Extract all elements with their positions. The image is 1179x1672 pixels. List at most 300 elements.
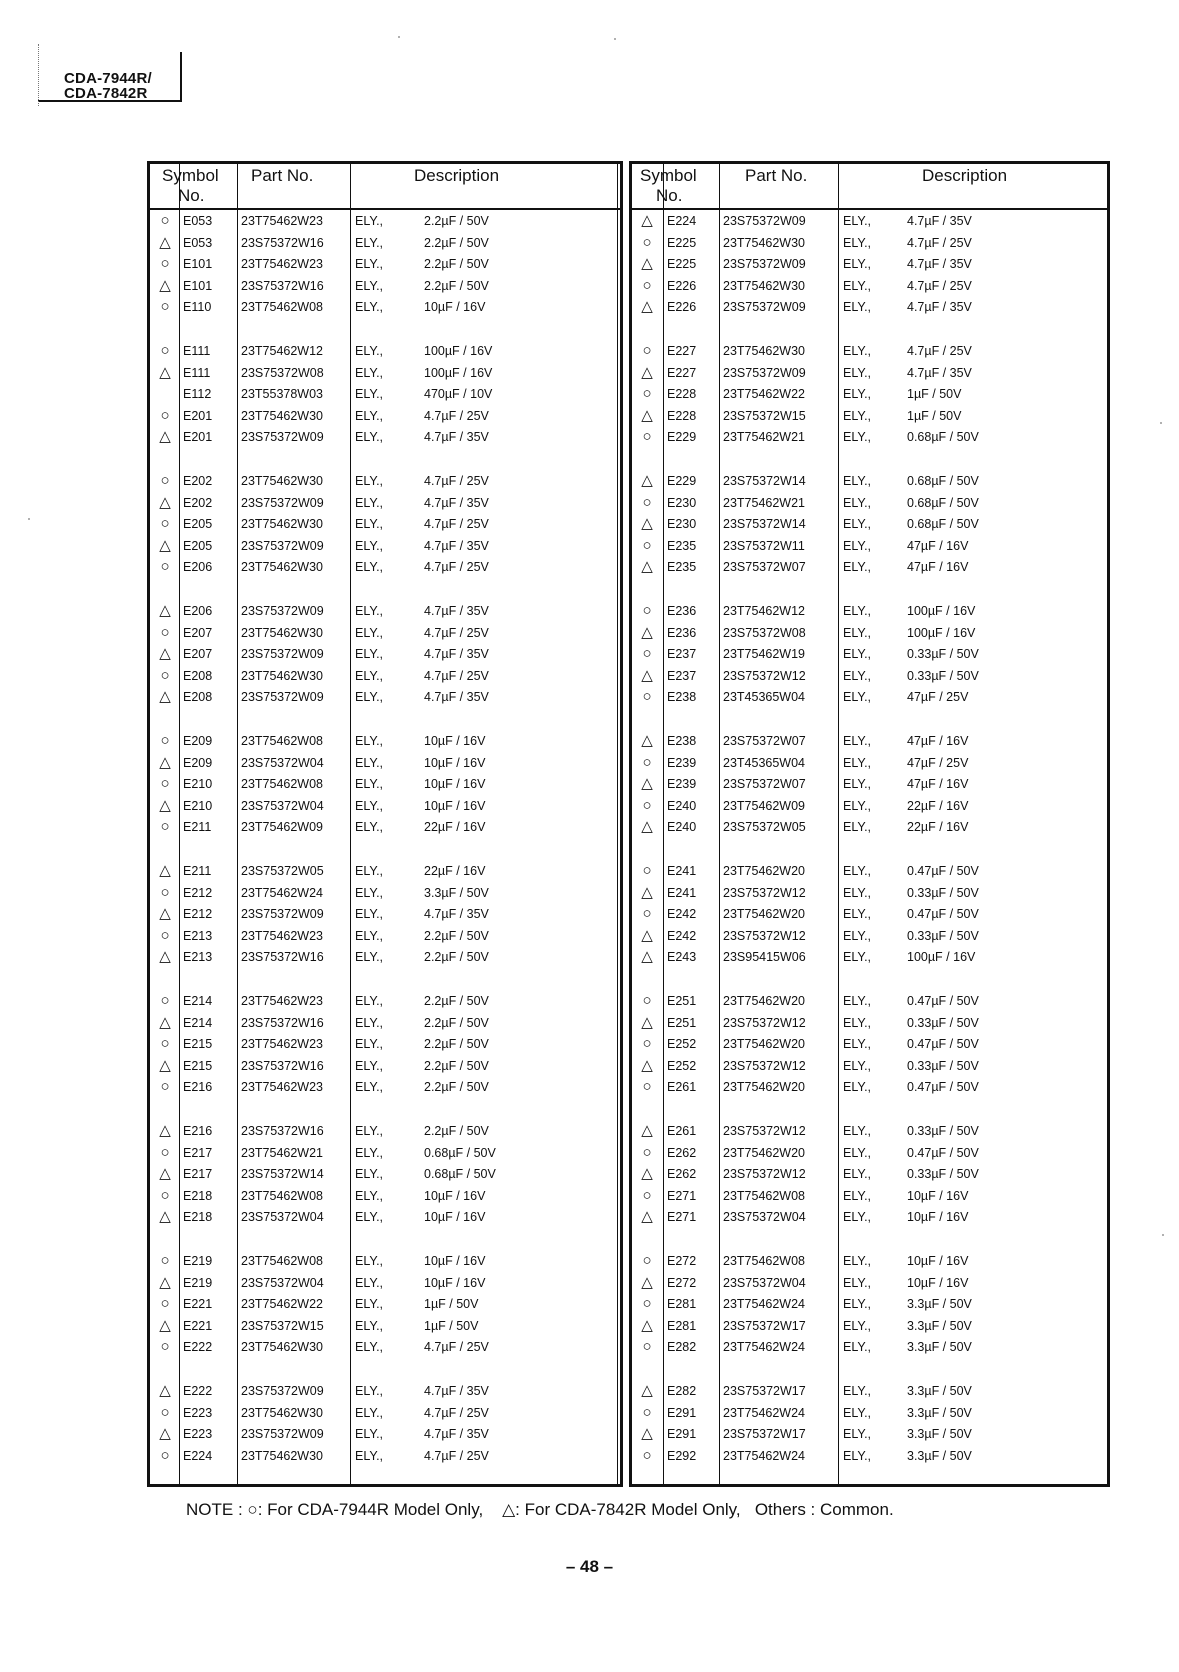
symbol-no: E053 — [183, 235, 213, 250]
part-no: 23T75462W22 — [241, 1297, 324, 1312]
description-type: ELY., — [843, 344, 872, 358]
description-type: ELY., — [843, 928, 872, 943]
table-row — [632, 492, 1107, 514]
description-value: 47µF / 16V — [907, 777, 969, 792]
description-value: 4.7µF / 35V — [424, 538, 489, 553]
model-line-1: CDA-7944R/ — [64, 70, 152, 87]
description-type: ELY., — [355, 430, 384, 445]
symbol-no: E272 — [667, 1254, 697, 1268]
symbol-no: E243 — [667, 950, 697, 965]
description-value: 0.47µF / 50V — [907, 1080, 979, 1095]
circle-marker-icon: ○ — [160, 406, 170, 424]
part-no: 23S75372W12 — [723, 668, 806, 683]
description-type: ELY., — [843, 1297, 872, 1312]
triangle-marker-icon: △ — [641, 1425, 653, 1443]
circle-marker-icon: ○ — [642, 796, 652, 814]
triangle-marker-icon: △ — [159, 1273, 171, 1291]
triangle-marker-icon: △ — [641, 1382, 653, 1399]
symbol-no: E261 — [667, 1080, 697, 1095]
circle-marker-icon: ○ — [160, 1338, 170, 1356]
description-value: 4.7µF / 25V — [424, 668, 489, 683]
description-type: ELY., — [355, 344, 384, 358]
table-row — [150, 1272, 620, 1294]
triangle-marker-icon: △ — [159, 796, 171, 814]
table-row — [632, 730, 1107, 752]
table-header — [150, 164, 620, 210]
description-value: 0.33µF / 50V — [907, 1167, 979, 1182]
symbol-no: E225 — [667, 235, 697, 250]
header-symbol: Symbol — [640, 166, 697, 185]
table-row — [632, 665, 1107, 687]
circle-marker-icon: ○ — [642, 1252, 652, 1269]
part-no: 23T75462W30 — [723, 235, 806, 250]
circle-marker-icon: ○ — [642, 1035, 652, 1053]
table-row — [150, 773, 620, 795]
symbol-no: E213 — [183, 928, 213, 943]
part-no: 23T75462W30 — [241, 1448, 324, 1463]
part-no: 23T75462W20 — [723, 907, 806, 922]
table-row — [150, 1120, 620, 1142]
symbol-no: E207 — [183, 625, 213, 640]
triangle-marker-icon: △ — [159, 1056, 171, 1074]
description-value: 2.2µF / 50V — [424, 1037, 489, 1052]
circle-marker-icon: ○ — [160, 666, 170, 684]
part-no: 23S75372W09 — [723, 257, 806, 272]
description-type: ELY., — [355, 1427, 384, 1442]
circle-marker-icon: ○ — [160, 342, 170, 359]
description-value: 10µF / 16V — [424, 1210, 486, 1225]
part-no: 23S75372W07 — [723, 777, 806, 792]
symbol-no: E216 — [183, 1124, 213, 1138]
part-no: 23T75462W23 — [241, 994, 324, 1008]
description-value: 4.7µF / 25V — [424, 474, 489, 488]
scan-speck — [1160, 422, 1162, 424]
description-type: ELY., — [843, 1015, 872, 1030]
part-no: 23T55378W03 — [241, 387, 324, 402]
description-value: 10µF / 16V — [424, 1188, 486, 1203]
circle-marker-icon: ○ — [642, 602, 652, 619]
description-value: 47µF / 16V — [907, 734, 969, 748]
table-row — [150, 903, 620, 925]
table-row — [150, 752, 620, 774]
description-type: ELY., — [843, 625, 872, 640]
symbol-no: E205 — [183, 517, 213, 532]
description-type: ELY., — [843, 1210, 872, 1225]
table-row — [150, 1206, 620, 1228]
symbol-no: E238 — [667, 690, 697, 705]
symbol-no: E208 — [183, 690, 213, 705]
part-no: 23S75372W12 — [723, 885, 806, 900]
table-row — [150, 600, 620, 622]
table-row — [632, 860, 1107, 882]
table-row — [150, 1445, 620, 1467]
part-no: 23S75372W12 — [723, 1015, 806, 1030]
part-no: 23T75462W12 — [723, 604, 806, 618]
part-no: 23T75462W30 — [241, 1340, 324, 1355]
table-row — [150, 253, 620, 275]
description-type: ELY., — [355, 1448, 384, 1463]
symbol-no: E281 — [667, 1318, 697, 1333]
description-value: 0.33µF / 50V — [907, 1015, 979, 1030]
symbol-no: E224 — [183, 1448, 213, 1463]
description-type: ELY., — [355, 278, 384, 293]
description-type: ELY., — [355, 214, 384, 228]
description-value: 4.7µF / 25V — [424, 560, 489, 575]
description-type: ELY., — [843, 1254, 872, 1268]
part-no: 23S75372W09 — [241, 604, 324, 618]
triangle-marker-icon: △ — [159, 602, 171, 619]
description-value: 4.7µF / 35V — [424, 907, 489, 922]
symbol-no: E242 — [667, 928, 697, 943]
circle-marker-icon: ○ — [160, 1446, 170, 1464]
part-no: 23T75462W23 — [241, 1080, 324, 1095]
description-type: ELY., — [355, 647, 384, 662]
description-type: ELY., — [355, 950, 384, 965]
description-value: 2.2µF / 50V — [424, 235, 489, 250]
triangle-marker-icon: △ — [641, 298, 653, 316]
table-row — [632, 362, 1107, 384]
description-type: ELY., — [843, 1275, 872, 1290]
circle-marker-icon: ○ — [642, 428, 652, 446]
description-type: ELY., — [843, 734, 872, 748]
part-no: 23T75462W08 — [241, 777, 324, 792]
description-type: ELY., — [843, 1340, 872, 1355]
symbol-no: E237 — [667, 668, 697, 683]
description-value: 100µF / 16V — [907, 604, 976, 618]
symbol-no: E291 — [667, 1405, 697, 1420]
part-no: 23S75372W09 — [241, 1384, 324, 1398]
part-no: 23S75372W11 — [723, 538, 805, 553]
description-value: 10µF / 16V — [424, 777, 486, 792]
description-value: 0.68µF / 50V — [424, 1145, 496, 1160]
part-no: 23S75372W16 — [241, 1015, 324, 1030]
symbol-no: E216 — [183, 1080, 213, 1095]
table-row — [150, 1185, 620, 1207]
part-no: 23T45365W04 — [723, 755, 806, 770]
part-no: 23S75372W04 — [241, 755, 324, 770]
triangle-marker-icon: △ — [641, 1122, 653, 1139]
table-row — [632, 1315, 1107, 1337]
part-no: 23S75372W16 — [241, 278, 324, 293]
part-no: 23T75462W21 — [723, 495, 806, 510]
description-value: 22µF / 16V — [907, 820, 969, 835]
description-value: 0.47µF / 50V — [907, 1145, 979, 1160]
note-circle-text: : For CDA-7944R Model Only, — [257, 1500, 484, 1519]
table-row — [632, 1206, 1107, 1228]
description-type: ELY., — [355, 1080, 384, 1095]
description-value: 0.33µF / 50V — [907, 928, 979, 943]
part-no: 23T75462W09 — [241, 820, 324, 835]
symbol-no: E053 — [183, 214, 213, 228]
part-no: 23S75372W04 — [241, 798, 324, 813]
symbol-no: E239 — [667, 755, 697, 770]
description-type: ELY., — [355, 690, 384, 705]
symbol-no: E242 — [667, 907, 697, 922]
symbol-no: E202 — [183, 474, 213, 488]
description-value: 10µF / 16V — [907, 1254, 969, 1268]
symbol-no: E205 — [183, 538, 213, 553]
part-no: 23S75372W16 — [241, 235, 324, 250]
triangle-marker-icon: △ — [641, 948, 653, 966]
table-row — [150, 362, 620, 384]
table-row — [150, 990, 620, 1012]
triangle-marker-icon: △ — [641, 212, 653, 229]
description-value: 0.47µF / 50V — [907, 864, 979, 878]
table-row — [632, 1142, 1107, 1164]
description-value: 3.3µF / 50V — [907, 1448, 972, 1463]
part-no: 23T75462W30 — [723, 344, 806, 358]
description-type: ELY., — [355, 235, 384, 250]
triangle-marker-icon: △ — [159, 1208, 171, 1226]
symbol-no: E228 — [667, 408, 697, 423]
symbol-no: E218 — [183, 1210, 213, 1225]
triangle-marker-icon: △ — [641, 363, 653, 381]
description-value: 3.3µF / 50V — [424, 885, 489, 900]
circle-marker-icon: ○ — [642, 342, 652, 359]
table-row — [150, 535, 620, 557]
margin-tick — [38, 44, 40, 106]
description-value: 4.7µF / 25V — [907, 235, 972, 250]
part-no: 23T75462W20 — [723, 994, 806, 1008]
table-row — [150, 470, 620, 492]
part-no: 23S75372W12 — [723, 1124, 806, 1138]
part-no: 23T75462W23 — [241, 1037, 324, 1052]
part-no: 23T75462W20 — [723, 1080, 806, 1095]
part-no: 23S75372W09 — [241, 647, 324, 662]
description-type: ELY., — [355, 408, 384, 423]
description-value: 47µF / 16V — [907, 560, 969, 575]
note-others-text: Others : Common. — [754, 1500, 894, 1519]
description-value: 22µF / 16V — [424, 820, 486, 835]
description-value: 2.2µF / 50V — [424, 278, 489, 293]
symbol-no: E223 — [183, 1427, 213, 1442]
table-row — [632, 903, 1107, 925]
description-value: 10µF / 16V — [424, 734, 486, 748]
description-value: 10µF / 16V — [424, 300, 486, 315]
circle-marker-icon: ○ — [642, 1186, 652, 1204]
description-value: 4.7µF / 35V — [907, 257, 972, 272]
triangle-marker-icon: △ — [159, 1316, 171, 1334]
symbol-no: E227 — [667, 344, 697, 358]
symbol-no: E239 — [667, 777, 697, 792]
description-value: 0.68µF / 50V — [907, 474, 979, 488]
description-value: 0.68µF / 50V — [907, 495, 979, 510]
part-no: 23T75462W30 — [241, 625, 324, 640]
description-value: 4.7µF / 25V — [907, 344, 972, 358]
symbol-no: E210 — [183, 777, 213, 792]
symbol-no: E229 — [667, 474, 697, 488]
table-row — [150, 882, 620, 904]
description-type: ELY., — [843, 278, 872, 293]
part-no: 23S75372W12 — [723, 1058, 806, 1073]
symbol-no: E209 — [183, 755, 213, 770]
symbol-no: E223 — [183, 1405, 213, 1420]
symbol-no: E281 — [667, 1297, 697, 1312]
part-no: 23S75372W16 — [241, 1124, 324, 1138]
part-no: 23T45365W04 — [723, 690, 806, 705]
part-no: 23S75372W17 — [723, 1384, 806, 1398]
description-type: ELY., — [355, 365, 384, 380]
triangle-marker-icon: △ — [159, 753, 171, 771]
symbol-no: E271 — [667, 1210, 697, 1225]
table-row — [150, 795, 620, 817]
triangle-marker-icon: △ — [641, 1273, 653, 1291]
triangle-marker-icon: △ — [641, 883, 653, 901]
triangle-marker-icon: △ — [159, 948, 171, 966]
circle-marker-icon: ○ — [160, 255, 170, 273]
description-type: ELY., — [843, 994, 872, 1008]
part-no: 23S75372W14 — [723, 517, 806, 532]
symbol-no: E214 — [183, 994, 213, 1008]
description-value: 4.7µF / 25V — [424, 408, 489, 423]
part-no: 23T75462W08 — [241, 300, 324, 315]
description-value: 47µF / 25V — [907, 755, 969, 770]
circle-marker-icon: ○ — [642, 688, 652, 706]
table-row — [150, 492, 620, 514]
note-prefix: NOTE : — [186, 1500, 248, 1519]
header-part-no: Part No. — [745, 166, 808, 185]
symbol-no: E222 — [183, 1340, 213, 1355]
description-type: ELY., — [355, 625, 384, 640]
table-row — [632, 946, 1107, 968]
circle-marker-icon: ○ — [160, 775, 170, 793]
circle-marker-icon: ○ — [642, 1446, 652, 1464]
table-row — [632, 253, 1107, 275]
triangle-marker-icon: △ — [159, 233, 171, 251]
triangle-marker-icon: △ — [159, 1425, 171, 1443]
header-symbol: Symbol — [162, 166, 219, 185]
triangle-marker-icon: △ — [641, 1165, 653, 1183]
description-value: 100µF / 16V — [424, 344, 493, 358]
description-type: ELY., — [843, 1427, 872, 1442]
description-type: ELY., — [355, 604, 384, 618]
description-type: ELY., — [843, 538, 872, 553]
table-row — [150, 686, 620, 708]
table-row — [150, 816, 620, 838]
circle-marker-icon: ○ — [160, 212, 170, 229]
symbol-no: E208 — [183, 668, 213, 683]
triangle-marker-icon: △ — [159, 493, 171, 511]
triangle-marker-icon: △ — [641, 1316, 653, 1334]
description-value: 4.7µF / 25V — [424, 517, 489, 532]
description-type: ELY., — [355, 798, 384, 813]
circle-marker-icon: ○ — [160, 623, 170, 641]
description-type: ELY., — [843, 214, 872, 228]
symbol-no: E209 — [183, 734, 213, 748]
description-value: 3.3µF / 50V — [907, 1318, 972, 1333]
symbol-no: E251 — [667, 994, 697, 1008]
symbol-no: E217 — [183, 1167, 213, 1182]
description-value: 0.33µF / 50V — [907, 1058, 979, 1073]
description-type: ELY., — [355, 474, 384, 488]
description-type: ELY., — [355, 1037, 384, 1052]
part-no: 23S75372W15 — [723, 408, 806, 423]
parts-table-left — [147, 161, 623, 1487]
circle-marker-icon: ○ — [642, 992, 652, 1009]
description-type: ELY., — [355, 755, 384, 770]
table-row — [632, 600, 1107, 622]
table-row — [632, 1380, 1107, 1402]
description-type: ELY., — [843, 1037, 872, 1052]
table-row — [632, 643, 1107, 665]
description-type: ELY., — [843, 517, 872, 532]
description-value: 4.7µF / 25V — [907, 278, 972, 293]
part-no: 23S75372W09 — [241, 495, 324, 510]
circle-marker-icon: ○ — [160, 1035, 170, 1053]
part-no: 23S75372W14 — [723, 474, 806, 488]
table-row — [632, 1033, 1107, 1055]
table-row — [150, 1336, 620, 1358]
description-value: 47µF / 16V — [907, 538, 969, 553]
table-row — [150, 296, 620, 318]
table-row — [150, 405, 620, 427]
description-type: ELY., — [355, 1145, 384, 1160]
description-value: 3.3µF / 50V — [907, 1405, 972, 1420]
table-row — [632, 340, 1107, 362]
description-type: ELY., — [843, 408, 872, 423]
circle-marker-icon: ○ — [160, 1295, 170, 1313]
triangle-marker-icon: △ — [159, 276, 171, 294]
table-row — [150, 643, 620, 665]
triangle-marker-icon: △ — [159, 862, 171, 879]
description-type: ELY., — [355, 885, 384, 900]
symbol-no: E230 — [667, 517, 697, 532]
part-no: 23T75462W23 — [241, 928, 324, 943]
symbol-no: E282 — [667, 1340, 697, 1355]
triangle-marker-icon: △ — [159, 428, 171, 446]
part-no: 23T75462W19 — [723, 647, 806, 662]
description-type: ELY., — [843, 1080, 872, 1095]
triangle-marker-icon: △ — [641, 406, 653, 424]
part-no: 23S75372W15 — [241, 1318, 324, 1333]
description-type: ELY., — [355, 1297, 384, 1312]
description-type: ELY., — [355, 1318, 384, 1333]
part-no: 23S75372W04 — [241, 1210, 324, 1225]
circle-marker-icon: ○ — [642, 536, 652, 554]
header-no: No. — [656, 186, 683, 205]
table-row — [632, 296, 1107, 318]
triangle-marker-icon: △ — [502, 1500, 516, 1519]
symbol-no: E207 — [183, 647, 213, 662]
part-no: 23T75462W24 — [241, 885, 324, 900]
table-row — [150, 340, 620, 362]
circle-marker-icon: ○ — [160, 472, 170, 489]
triangle-marker-icon: △ — [641, 775, 653, 793]
description-value: 0.68µF / 50V — [424, 1167, 496, 1182]
description-value: 2.2µF / 50V — [424, 257, 489, 272]
triangle-marker-icon: △ — [159, 1013, 171, 1031]
description-value: 4.7µF / 25V — [424, 1405, 489, 1420]
circle-marker-icon: ○ — [642, 753, 652, 771]
symbol-no: E226 — [667, 278, 697, 293]
description-type: ELY., — [843, 235, 872, 250]
description-type: ELY., — [355, 864, 384, 878]
description-value: 4.7µF / 25V — [424, 1448, 489, 1463]
table-row — [632, 1250, 1107, 1272]
table-row — [632, 535, 1107, 557]
table-row — [632, 426, 1107, 448]
circle-marker-icon: ○ — [160, 1403, 170, 1421]
symbol-no: E218 — [183, 1188, 213, 1203]
table-row — [150, 426, 620, 448]
description-value: 10µF / 16V — [424, 1254, 486, 1268]
description-type: ELY., — [843, 300, 872, 315]
description-value: 2.2µF / 50V — [424, 950, 489, 965]
description-value: 10µF / 16V — [907, 1188, 969, 1203]
circle-marker-icon: ○ — [247, 1500, 258, 1519]
symbol-no: E252 — [667, 1058, 697, 1073]
description-value: 10µF / 16V — [907, 1210, 969, 1225]
